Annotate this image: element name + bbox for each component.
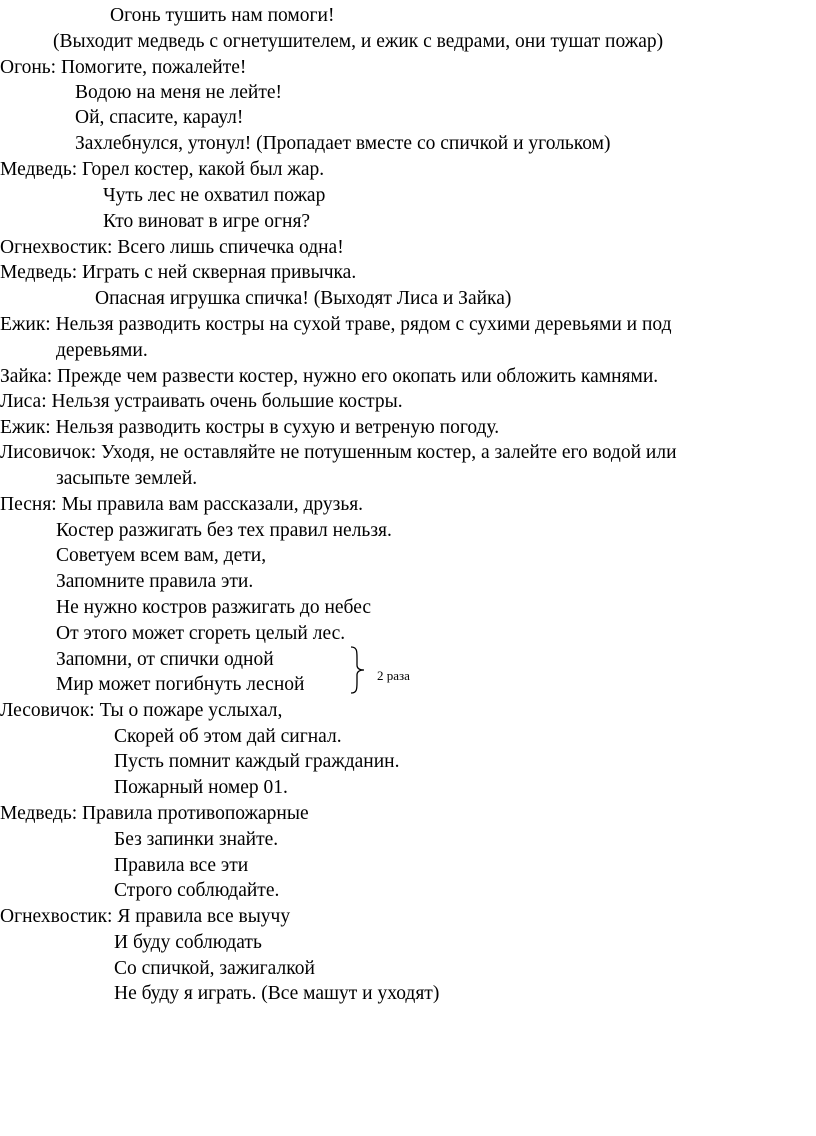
text-line: Ежик: Нельзя разводить костры на сухой траве, рядом с сухими деревьями и под: [0, 314, 672, 335]
text-line: Водою на меня не лейте!: [75, 82, 283, 103]
text-line: И буду соблюдать: [114, 932, 262, 953]
text-line: Костер разжигать без тех правил нельзя.: [56, 520, 392, 541]
text-line: засыпьте землей.: [56, 468, 198, 489]
text-line: Без запинки знайте.: [114, 829, 279, 850]
text-line: Медведь: Правила противопожарные: [0, 803, 309, 824]
text-line: Пусть помнит каждый гражданин.: [114, 751, 400, 772]
repeat-note: 2 раза: [377, 668, 410, 683]
text-line: Захлебнулся, утонул! (Пропадает вместе со спичкой и угольком): [75, 133, 611, 154]
text-line: Пожарный номер 01.: [114, 777, 288, 798]
text-line: Кто виноват в игре огня?: [103, 211, 311, 232]
text-line: Ежик: Нельзя разводить костры в сухую и ветреную погоду.: [0, 417, 500, 438]
text-line: Строго соблюдайте.: [114, 880, 280, 901]
text-line: Мир может погибнуть лесной: [56, 674, 305, 695]
text-line: Огнехвостик: Я правила все выучу: [0, 906, 291, 927]
text-line: Не буду я играть. (Все машут и уходят): [114, 983, 440, 1004]
text-line: Огонь тушить нам помоги!: [110, 5, 335, 26]
text-line: Медведь: Играть с ней скверная привычка.: [0, 262, 357, 283]
text-line: Советуем всем вам, дети,: [56, 545, 267, 566]
text-line: Правила все эти: [114, 855, 249, 876]
text-line: Зайка: Прежде чем развести костер, нужно его окопать или обложить камнями.: [0, 366, 659, 387]
text-line: Запомните правила эти.: [56, 571, 254, 592]
text-line: Лесовичок: Ты о пожаре услыхал,: [0, 700, 283, 721]
text-line: Огонь: Помогите, пожалейте!: [0, 57, 247, 78]
text-line: Чуть лес не охватил пожар: [103, 185, 326, 206]
text-line: Скорей об этом дай сигнал.: [114, 726, 342, 747]
text-line: Огнехвостик: Всего лишь спичечка одна!: [0, 237, 344, 258]
text-line: Опасная игрушка спичка! (Выходят Лиса и Зайка): [95, 288, 512, 309]
text-line: Не нужно костров разжигать до небес: [56, 597, 371, 618]
text-line: Песня: Мы правила вам рассказали, друзья.: [0, 494, 364, 515]
text-line: От этого может сгореть целый лес.: [56, 623, 346, 644]
text-line: Со спичкой, зажигалкой: [114, 958, 315, 979]
text-line: Лисовичок: Уходя, не оставляйте не потушенным костер, а залейте его водой или: [0, 442, 677, 463]
text-line: Запомни, от спички одной: [56, 649, 274, 670]
text-line: Ой, спасите, караул!: [75, 107, 244, 128]
text-line: (Выходит медведь с огнетушителем, и ежик с ведрами, они тушат пожар): [53, 31, 664, 52]
text-line: деревьями.: [56, 340, 148, 361]
text-line: Лиса: Нельзя устраивать очень большие костры.: [0, 391, 403, 412]
curly-brace-icon: [349, 646, 367, 694]
text-line: Медведь: Горел костер, какой был жар.: [0, 159, 325, 180]
